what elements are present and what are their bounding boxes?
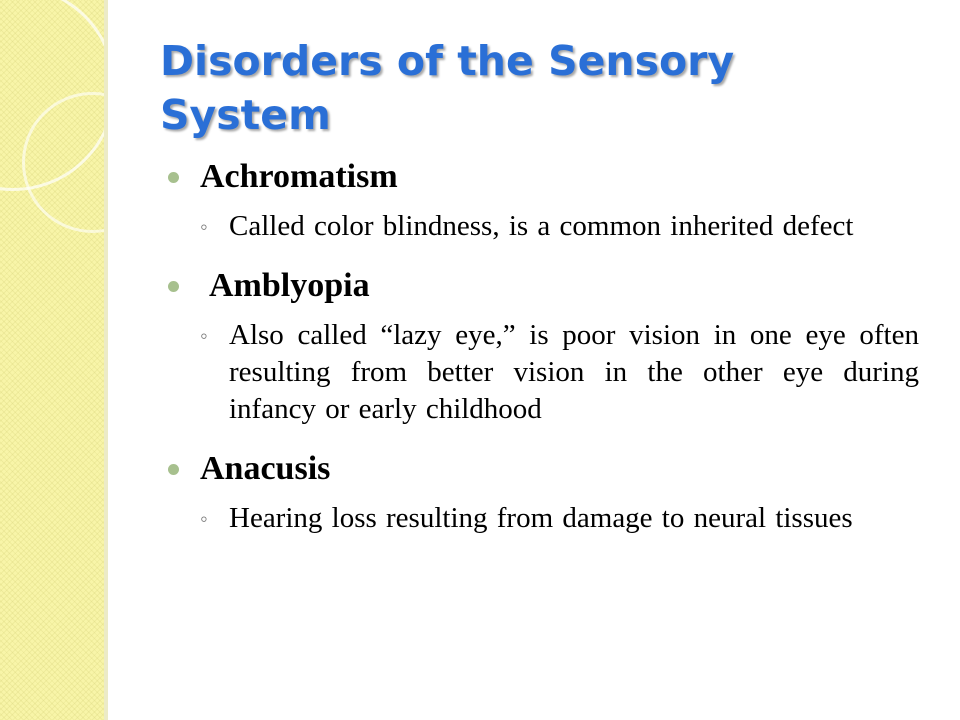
description-text: Called color blindness, is a common inherited defect [229, 210, 854, 242]
bullet-dot-icon [168, 281, 179, 292]
sub-bullet-achromatism [160, 208, 919, 245]
slide-content [160, 156, 920, 537]
sub-bullet-anacusis [160, 500, 919, 537]
term-label: Achromatism [200, 158, 398, 195]
bullet-item-amblyopia [160, 265, 920, 307]
description-text: Hearing loss resulting from damage to neural tissues [229, 502, 853, 534]
bullet-item-anacusis [160, 448, 920, 490]
ring-bullet-icon: ◦ [200, 214, 208, 239]
term-label: Anacusis [200, 450, 331, 487]
sub-bullet-amblyopia [160, 317, 919, 428]
description-text: Also called “lazy eye,” is poor vision in one eye often resulting from better vision in the other eye during infancy or early childhood [229, 319, 919, 425]
ring-bullet-icon: ◦ [200, 323, 208, 348]
bullet-dot-icon [168, 172, 179, 183]
bullet-dot-icon [168, 464, 179, 475]
decorative-circle-small [22, 92, 163, 233]
slide-title: Disorders of the Sensory System [160, 37, 735, 139]
ring-bullet-icon: ◦ [200, 506, 208, 531]
decorative-side-band [0, 0, 104, 720]
bullet-item-achromatism [160, 156, 920, 198]
side-band-edge [104, 0, 108, 720]
term-label: Amblyopia [209, 267, 370, 304]
